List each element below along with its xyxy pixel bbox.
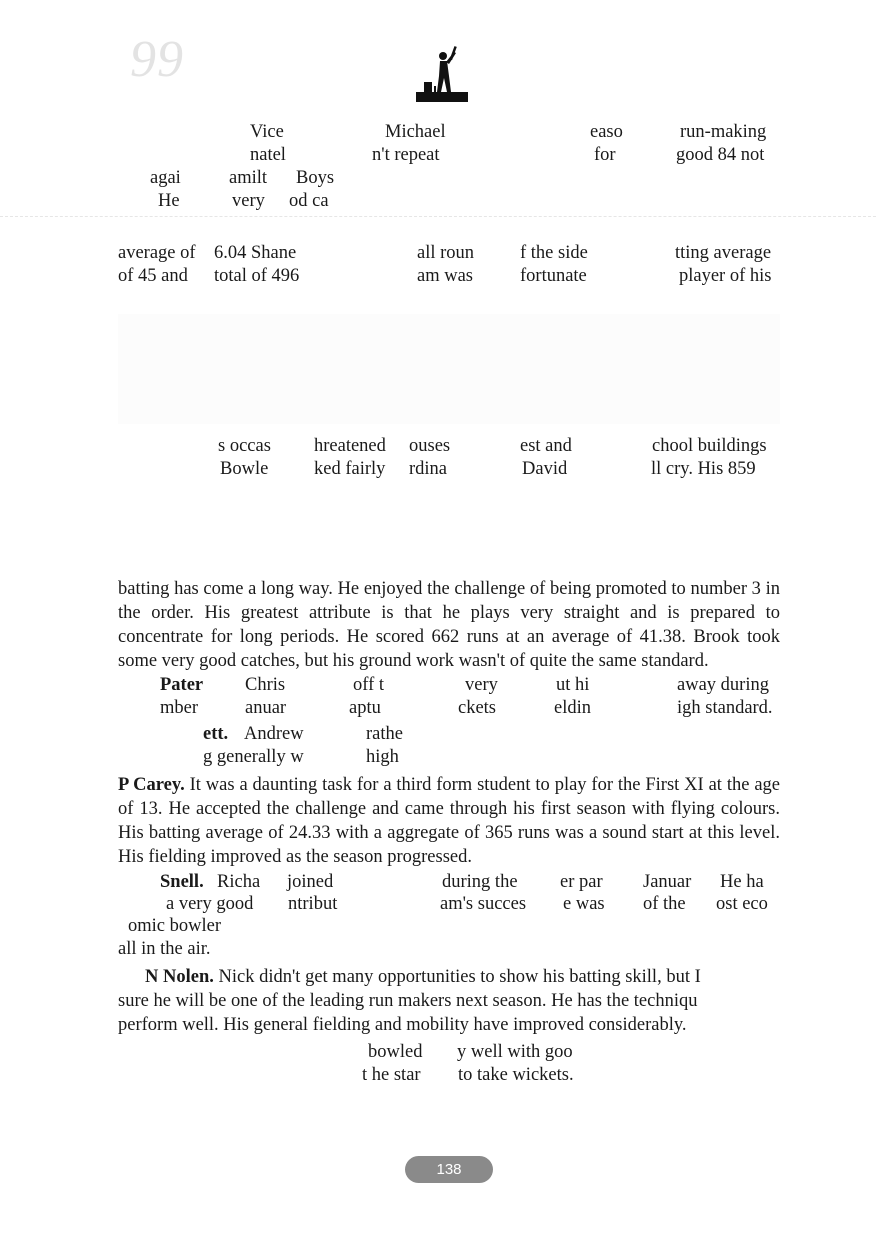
text-fragment: ett.: [203, 724, 229, 744]
text-fragment: t he star: [362, 1065, 421, 1085]
text-fragment: run-making: [680, 122, 767, 142]
faded-text-area: [118, 314, 780, 424]
text-fragment: easo: [590, 122, 623, 142]
text-fragment: off t: [353, 675, 385, 695]
text-fragment: anuar: [245, 698, 287, 718]
paragraph-nolen-line: sure he will be one of the leading run makers next season. He has the techniqu: [118, 991, 698, 1011]
cricket-batsman-icon: [416, 46, 468, 102]
paragraph-brook: batting has come a long way. He enjoyed the challenge of being promoted to number 3 in the order. His greatest attribute is that he plays very straight and is prepared to concentrate for long periods. He scored 662 runs at an average of 41.38. Brook took some very good catches, but his ground work wasn't of quite the same standard.: [118, 579, 780, 671]
text-fragment: to take wickets.: [458, 1065, 574, 1085]
text-fragment: of the: [643, 894, 686, 914]
divider-line: [0, 216, 876, 217]
text-fragment: very: [465, 675, 498, 695]
text-fragment: very: [232, 191, 265, 211]
paragraph-nolen-line: [145, 966, 701, 989]
text-fragment: est and: [520, 436, 572, 456]
text-fragment: ked fairly: [314, 459, 386, 479]
text-fragment: agai: [150, 168, 181, 188]
text-fragment: Michael: [385, 122, 446, 142]
text-fragment: ost eco: [716, 894, 768, 914]
text-fragment: amilt: [229, 168, 268, 188]
text-fragment: tting average: [675, 243, 772, 263]
text-fragment: Vice: [250, 122, 284, 142]
text-fragment: n't repeat: [372, 145, 440, 165]
text-fragment: aptu: [349, 698, 381, 718]
text-fragment: s occas: [218, 436, 271, 456]
text-fragment: 6.04 Shane: [214, 243, 297, 263]
text-fragment: for: [594, 145, 616, 165]
text-fragment: g generally w: [203, 747, 304, 767]
page-number-badge: 138: [405, 1156, 493, 1183]
text-fragment: e was: [563, 894, 605, 914]
text-fragment: hreatened: [314, 436, 386, 456]
text-fragment: of 45 and: [118, 266, 188, 286]
paragraph-carey: [118, 773, 780, 869]
text-fragment: fortunate: [520, 266, 587, 286]
paragraph-nolen-line: perform well. His general fielding and mobility have improved considerably.: [118, 1015, 687, 1035]
text-fragment: average of: [118, 243, 196, 263]
text-fragment: chool buildings: [652, 436, 767, 456]
text-fragment: away during: [677, 675, 769, 695]
text-fragment: omic bowler: [128, 916, 221, 936]
text-fragment: David: [522, 459, 568, 479]
text-fragment: Boys: [296, 168, 335, 188]
text-fragment: He ha: [720, 872, 764, 892]
text-fragment: rathe: [366, 724, 403, 744]
text-fragment: ut hi: [556, 675, 590, 695]
paragraph-body: Nick didn't get many opportunities to show his batting skill, but I: [213, 967, 701, 987]
text-fragment: y well with goo: [457, 1042, 573, 1062]
header-ghost-numeral: 99: [130, 31, 184, 88]
text-fragment: Andrew: [244, 724, 304, 744]
text-fragment: igh standard.: [677, 698, 773, 718]
text-fragment: total of 496: [214, 266, 300, 286]
text-fragment: f the side: [520, 243, 588, 263]
text-fragment: rdina: [409, 459, 448, 479]
text-fragment: ckets: [458, 698, 497, 718]
text-fragment: er par: [560, 872, 603, 892]
player-name: P Carey.: [118, 775, 185, 795]
text-fragment: Bowle: [220, 459, 269, 479]
text-fragment: Snell.: [160, 872, 204, 892]
player-name: N Nolen.: [145, 967, 214, 987]
text-fragment: am's succes: [440, 894, 527, 914]
text-fragment: a very good: [166, 894, 254, 914]
paragraph-body: It was a daunting task for a third form student to play for the First XI at the age of 13. He accepted the challenge and came through his first season with flying colours. His batting average of 24.33 with a aggregate of 365 runs was a sound start at this level. His fielding improved as the season progressed.: [118, 775, 780, 867]
text-fragment: natel: [250, 145, 286, 165]
text-fragment: am was: [417, 266, 473, 286]
text-fragment: good 84 not: [676, 145, 765, 165]
text-fragment: Januar: [643, 872, 692, 892]
text-fragment: Pater: [160, 675, 204, 695]
text-fragment: mber: [160, 698, 199, 718]
text-fragment: ll cry. His 859: [651, 459, 756, 479]
text-fragment: ouses: [409, 436, 451, 456]
text-fragment: He: [158, 191, 180, 211]
text-fragment: Chris: [245, 675, 286, 695]
text-fragment: Richa: [217, 872, 261, 892]
text-fragment: high: [366, 747, 399, 767]
text-fragment: during the: [442, 872, 518, 892]
text-fragment: joined: [287, 872, 334, 892]
text-fragment: player of his: [679, 266, 772, 286]
text-fragment: eldin: [554, 698, 591, 718]
text-fragment: bowled: [368, 1042, 423, 1062]
text-fragment: ntribut: [288, 894, 338, 914]
text-fragment: all in the air.: [118, 939, 211, 959]
text-fragment: all roun: [417, 243, 475, 263]
text-fragment: od ca: [289, 191, 329, 211]
